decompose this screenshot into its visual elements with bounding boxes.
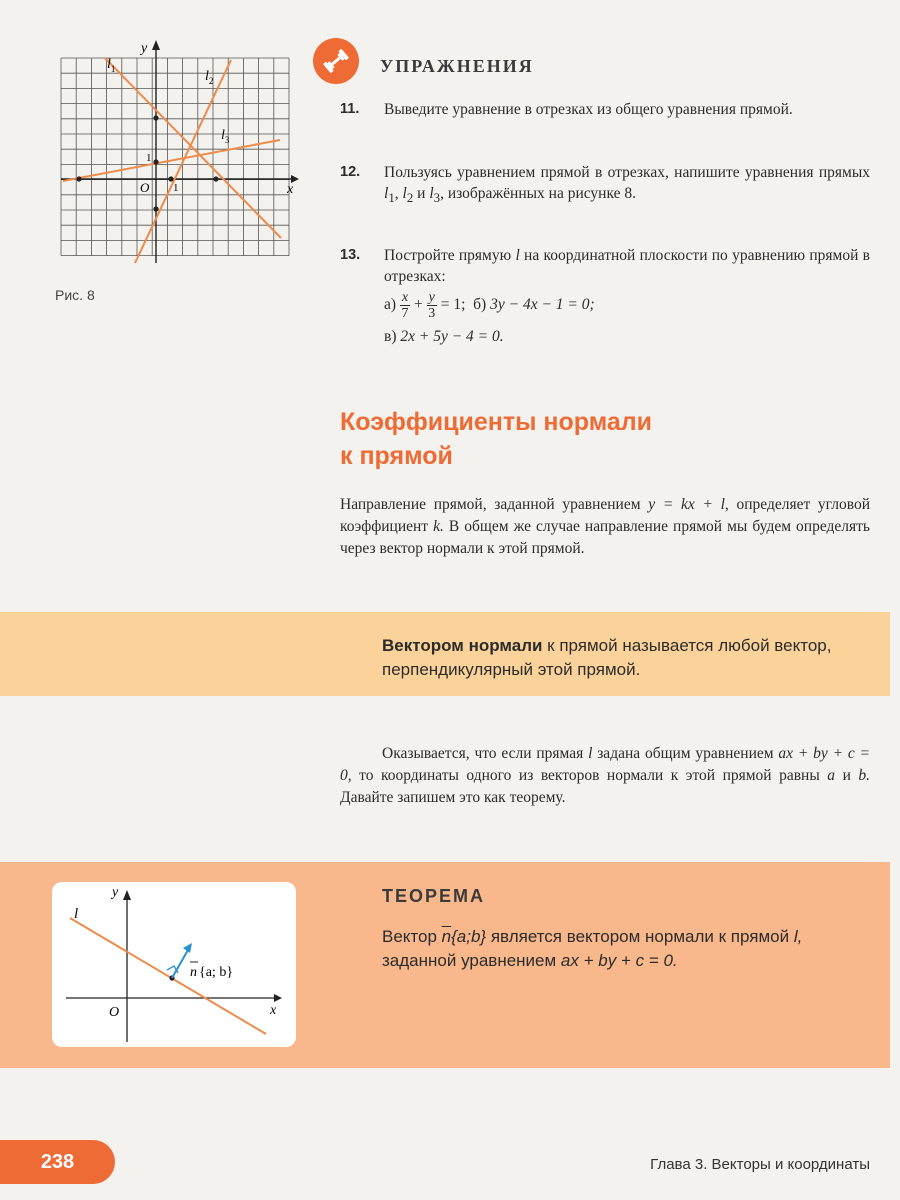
section-title: Коэффициенты нормали к прямой [340, 408, 653, 470]
x-axis-label: x [287, 182, 294, 197]
tick-x-label: 1 [173, 182, 179, 194]
figure-8 [55, 38, 305, 268]
exercise-12 [340, 162, 870, 208]
chapter-title: Глава 3. Векторы и координаты [650, 1156, 870, 1173]
paragraph-normal: Оказывается, что если прямая l задана общим уравнением ax + by + c = 0, то координаты одного из векторов нормали к этой прямой равны a и b. Давайте запишем это как теорему. [340, 745, 870, 806]
exercise-number: 11. [340, 101, 360, 117]
formula-row-ab: а) $\frac{x}{7}$ + $\frac{y}{3}$ = 1; б) 3y − 4x − 1 = 0; [384, 290, 595, 321]
theorem-figure [52, 882, 296, 1047]
exercise-13 [340, 245, 870, 287]
line-l1-label: $l_1$ [107, 57, 116, 74]
line-l-label: l [74, 906, 79, 922]
line-l2-label: $l_2$ [205, 69, 214, 86]
fraction-x7: $\frac{x}{7}$ [401, 290, 409, 321]
exercise-text: Пользуясь уравнением прямой в отрезках, напишите уравнения прямых $l_1$, $l_2$ и $l_3$, изображённых на рисунке 8. [384, 164, 870, 206]
definition-text: Вектором нормали к прямой называется любой вектор, перпендикулярный этой прямой. [382, 636, 832, 679]
line-l3-label: $l_3$ [221, 128, 230, 145]
exercise-11 [340, 99, 870, 120]
theorem-title: ТЕОРЕМА [382, 886, 486, 906]
y-axis-label: y [141, 41, 148, 56]
figure-caption: Рис. 8 [55, 287, 95, 303]
normal-vector [172, 950, 188, 978]
dumbbell-icon [313, 38, 359, 84]
theorem-text: Вектор $\overline{n}\{a;b\}$ является вектором нормали к прямой l, заданной уравнением ax + by + c = 0. [382, 927, 803, 970]
paragraph-direction: Направление прямой, заданной уравнением y = kx + l, определяет угловой коэффициент k. В общем же случае направление прямой мы будем определять через вектор нормали к этой прямой. [340, 496, 870, 557]
figure-8-graph [55, 38, 305, 268]
exercise-number: 12. [340, 164, 361, 180]
page-number: 238 [0, 1140, 115, 1184]
y-axis-arrow [152, 40, 160, 50]
exercises-title: УПРАЖНЕНИЯ [380, 56, 534, 76]
fraction-y3: $\frac{y}{3}$ [428, 290, 436, 321]
origin-label: O [140, 180, 150, 195]
line-l [70, 918, 266, 1034]
theorem-figure-graph [52, 882, 296, 1047]
formula-v: 2x + 5y − 4 = 0. [400, 328, 504, 345]
formula-row-v: в) 2x + 5y − 4 = 0. [384, 328, 504, 345]
exercise-text: Выведите уравнение в отрезках из общего уравнения прямой. [384, 101, 793, 118]
exercise-text: Постройте прямую l на координатной плоскости по уравнению прямой в отрезках: [384, 247, 870, 285]
vector-label: n {a; b} [190, 965, 234, 980]
origin-label: O [109, 1005, 120, 1020]
line-l1 [105, 58, 281, 238]
x-axis-label: x [270, 1003, 277, 1018]
formula-b: 3y − 4x − 1 = 0; [490, 296, 595, 314]
line-l3 [63, 140, 280, 181]
y-axis-label: y [112, 885, 119, 900]
exercise-number: 13. [340, 247, 361, 263]
tick-y-label: 1 [146, 152, 152, 164]
